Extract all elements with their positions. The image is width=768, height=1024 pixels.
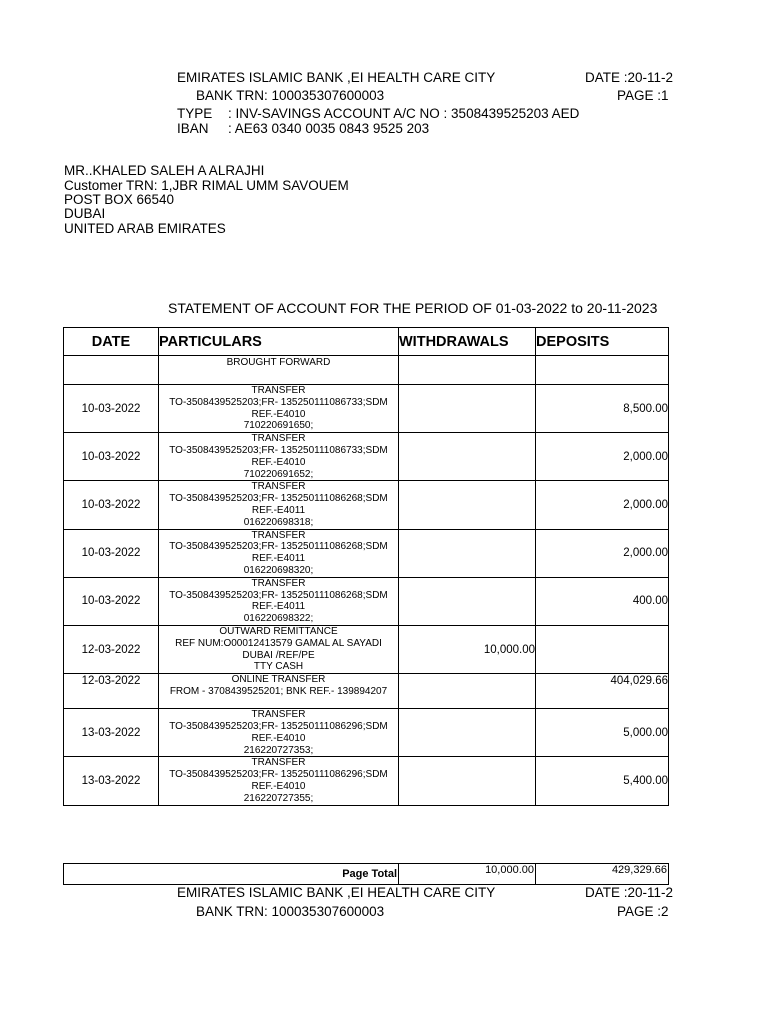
- table-row: [64, 577, 669, 625]
- row-deposit: 5,400.00: [536, 757, 669, 805]
- row-particulars: TRANSFER TO-3508439525203;FR- 135250111086733;SDM REF.-E4010 710220691650;: [159, 385, 399, 433]
- header-date: DATE: [64, 328, 159, 356]
- row-deposit: 2,000.00: [536, 529, 669, 577]
- row-deposit: 8,500.00: [536, 385, 669, 433]
- row-deposit: 404,029.66: [536, 674, 669, 709]
- table-row: [64, 433, 669, 481]
- row-particulars: OUTWARD REMITTANCE REF NUM:O00012413579 GAMAL AL SAYADI DUBAI /REF/PE TTY CASH: [159, 625, 399, 673]
- table-row: [64, 481, 669, 529]
- page-total-deposits: 429,329.66: [536, 864, 669, 885]
- row-particulars: TRANSFER TO-3508439525203;FR- 135250111086733;SDM REF.-E4010 710220691652;: [159, 433, 399, 481]
- customer-po-box: POST BOX 66540: [64, 192, 175, 207]
- footer-bank-trn: BANK TRN: 100035307600003: [196, 904, 385, 919]
- row-date: 10-03-2022: [64, 385, 159, 433]
- bf-date: [64, 356, 159, 385]
- row-withdrawal: [399, 481, 536, 529]
- page-total-withdrawals: 10,000.00: [399, 864, 536, 885]
- statement-title: STATEMENT OF ACCOUNT FOR THE PERIOD OF 01-03-2022 to 20-11-2023: [168, 300, 658, 316]
- table-row: [64, 757, 669, 805]
- row-date: 13-03-2022: [64, 757, 159, 805]
- account-type-label: TYPE: [177, 106, 213, 121]
- iban-value: : AE63 0340 0035 0843 9525 203: [228, 121, 430, 136]
- header-withdrawals: WITHDRAWALS: [399, 328, 536, 356]
- brought-forward-row: [64, 356, 669, 385]
- row-particulars: TRANSFER TO-3508439525203;FR- 135250111086296;SDM REF.-E4010 216220727353;: [159, 709, 399, 757]
- table-row: [64, 385, 669, 433]
- row-withdrawal: [399, 433, 536, 481]
- footer-bank-name: EMIRATES ISLAMIC BANK ,EI HEALTH CARE CITY: [177, 885, 496, 900]
- row-deposit: 5,000.00: [536, 709, 669, 757]
- row-deposit: 400.00: [536, 577, 669, 625]
- table-header-row: [64, 328, 669, 356]
- customer-name: MR..KHALED SALEH A ALRAJHI: [64, 163, 265, 178]
- statement-table: [63, 327, 669, 806]
- row-particulars: TRANSFER TO-3508439525203;FR- 135250111086296;SDM REF.-E4010 216220727355;: [159, 757, 399, 805]
- customer-city: DUBAI: [64, 206, 106, 221]
- bank-name: EMIRATES ISLAMIC BANK ,EI HEALTH CARE CITY: [177, 70, 496, 85]
- table-row: [64, 674, 669, 709]
- account-type-value: : INV-SAVINGS ACCOUNT A/C NO : 3508439525203 AED: [228, 106, 580, 121]
- page-total-row: [64, 864, 669, 885]
- row-deposit: 2,000.00: [536, 433, 669, 481]
- row-deposit: [536, 625, 669, 673]
- iban-label: IBAN: [177, 121, 209, 136]
- row-date: 10-03-2022: [64, 529, 159, 577]
- bf-withdrawal: [399, 356, 536, 385]
- header-particulars: PARTICULARS: [159, 328, 399, 356]
- row-date: 12-03-2022: [64, 674, 159, 709]
- table-row: [64, 709, 669, 757]
- row-withdrawal: 10,000.00: [399, 625, 536, 673]
- row-deposit: 2,000.00: [536, 481, 669, 529]
- page-number: PAGE :1: [617, 88, 669, 103]
- bank-trn: BANK TRN: 100035307600003: [196, 88, 385, 103]
- statement-date: DATE :20-11-2: [585, 70, 674, 85]
- table-row: [64, 625, 669, 673]
- footer-date: DATE :20-11-2: [585, 885, 674, 900]
- row-withdrawal: [399, 674, 536, 709]
- row-particulars: TRANSFER TO-3508439525203;FR- 135250111086268;SDM REF.-E4011 016220698320;: [159, 529, 399, 577]
- page-total-table: [63, 863, 669, 885]
- row-date: 12-03-2022: [64, 625, 159, 673]
- row-date: 10-03-2022: [64, 433, 159, 481]
- row-withdrawal: [399, 577, 536, 625]
- row-withdrawal: [399, 709, 536, 757]
- row-withdrawal: [399, 529, 536, 577]
- row-withdrawal: [399, 757, 536, 805]
- footer-page-number: PAGE :2: [617, 904, 669, 919]
- page-total-label: Page Total: [64, 864, 399, 885]
- customer-trn: Customer TRN: 1,JBR RIMAL UMM SAVOUEM: [64, 178, 349, 193]
- row-particulars: ONLINE TRANSFER FROM - 3708439525201; BNK REF.- 139894207: [159, 674, 399, 709]
- row-date: 13-03-2022: [64, 709, 159, 757]
- header-deposits: DEPOSITS: [536, 328, 669, 356]
- row-date: 10-03-2022: [64, 577, 159, 625]
- bf-label: BROUGHT FORWARD: [159, 356, 399, 385]
- row-particulars: TRANSFER TO-3508439525203;FR- 135250111086268;SDM REF.-E4011 016220698318;: [159, 481, 399, 529]
- row-particulars: TRANSFER TO-3508439525203;FR- 135250111086268;SDM REF.-E4011 016220698322;: [159, 577, 399, 625]
- bf-deposit: [536, 356, 669, 385]
- row-withdrawal: [399, 385, 536, 433]
- table-row: [64, 529, 669, 577]
- row-date: 10-03-2022: [64, 481, 159, 529]
- customer-country: UNITED ARAB EMIRATES: [64, 221, 226, 236]
